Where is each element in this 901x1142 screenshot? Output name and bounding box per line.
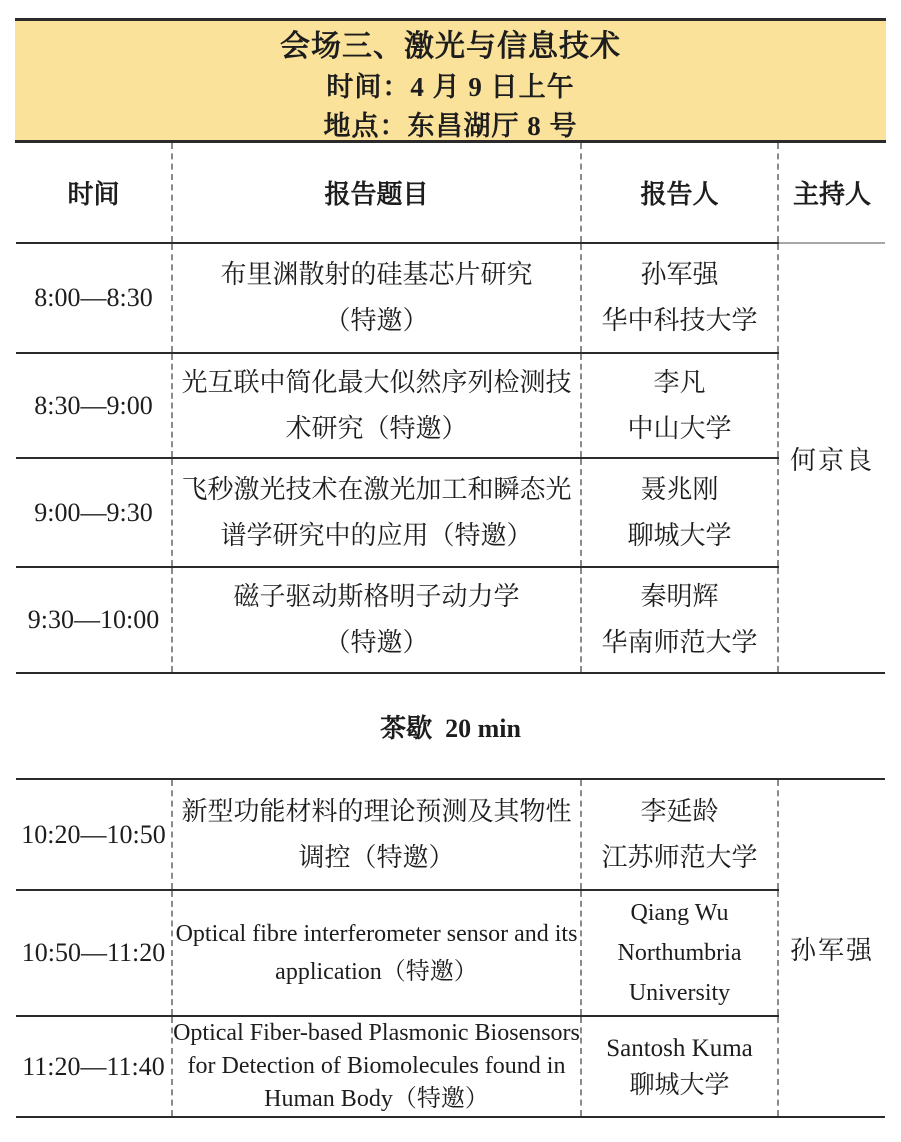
presenter-affiliation: 聊城大学 <box>627 520 732 550</box>
presenter-name: Qiang Wu <box>630 900 729 926</box>
title-line: 磁子驱动斯格明子动力学 <box>233 582 520 611</box>
schedule-table-1 <box>16 143 885 674</box>
title-line: 调控（特邀） <box>298 842 455 872</box>
title-line: （特邀） <box>324 628 429 657</box>
presenter-affiliation: 华中科技大学 <box>601 306 758 335</box>
presenter-cell <box>581 353 778 458</box>
title-cell <box>172 353 581 458</box>
title-line: for Detection of Biomolecules found in <box>187 1053 566 1079</box>
table-row <box>16 567 885 673</box>
title-line: 术研究（特邀） <box>285 413 468 443</box>
title-cell <box>172 243 581 353</box>
presenter-affiliation: Northumbria <box>617 940 742 966</box>
time-cell: 10:20—10:50 <box>16 779 172 890</box>
presenter-name: 李凡 <box>653 367 706 397</box>
tea-break-label: 茶歇 20 min <box>380 713 521 743</box>
col-header-presenter: 报告人 <box>581 143 778 243</box>
title-cell <box>172 1016 581 1117</box>
table-row <box>16 243 885 353</box>
session-location: 地点：东昌湖厅 8 号 <box>323 111 578 141</box>
presenter-affiliation: 中山大学 <box>627 413 732 443</box>
title-line: 新型功能材料的理论预测及其物性 <box>181 796 572 826</box>
time-cell: 9:00—9:30 <box>16 458 172 567</box>
session-banner <box>15 18 886 143</box>
title-cell <box>172 890 581 1016</box>
title-line: 光互联中简化最大似然序列检测技 <box>181 367 572 397</box>
col-header-title: 报告题目 <box>172 143 581 243</box>
title-line: application（特邀） <box>275 959 478 985</box>
time-cell: 10:50—11:20 <box>16 890 172 1016</box>
col-header-host: 主持人 <box>778 143 885 243</box>
presenter-affiliation: 聊城大学 <box>629 1071 730 1099</box>
presenter-cell <box>581 458 778 567</box>
presenter-cell <box>581 1016 778 1117</box>
presenter-affiliation: University <box>628 980 731 1006</box>
presenter-affiliation: 华南师范大学 <box>601 628 758 657</box>
time-cell: 9:30—10:00 <box>27 605 160 634</box>
col-header-time: 时间 <box>16 143 172 243</box>
host-cell: 何京良 <box>778 243 885 673</box>
presenter-cell <box>581 890 778 1016</box>
title-line: 飞秒激光技术在激光加工和瞬态光 <box>181 474 572 504</box>
title-line: Human Body（特邀） <box>264 1086 489 1112</box>
presenter-name: 李延龄 <box>640 796 719 826</box>
presenter-affiliation: 江苏师范大学 <box>601 842 758 872</box>
presenter-cell <box>581 567 778 673</box>
session-title: 会场三、激光与信息技术 <box>280 30 621 63</box>
host-cell: 孙军强 <box>778 779 885 1117</box>
presenter-name: 孙军强 <box>640 260 719 289</box>
table-header-row <box>16 143 885 243</box>
time-cell: 8:00—8:30 <box>16 243 172 353</box>
presenter-name: 秦明辉 <box>640 582 719 611</box>
presenter-cell <box>581 779 778 890</box>
table-row <box>16 779 885 890</box>
schedule-table-2 <box>16 778 885 1118</box>
title-cell <box>172 779 581 890</box>
title-cell <box>172 458 581 567</box>
time-cell: 8:30—9:00 <box>16 353 172 458</box>
title-line: Optical fibre interferometer sensor and its <box>175 921 578 947</box>
time-cell: 11:20—11:40 <box>22 1051 165 1081</box>
presenter-cell <box>581 243 778 353</box>
title-line: Optical Fiber-based Plasmonic Biosensors <box>173 1020 580 1046</box>
title-line: 布里渊散射的硅基芯片研究 <box>220 260 533 289</box>
table-row <box>16 458 885 567</box>
title-line: （特邀） <box>324 306 429 335</box>
presenter-name: Santosh Kuma <box>606 1034 753 1062</box>
session-time: 时间：4 月 9 日上午 <box>326 72 575 102</box>
presenter-name: 聂兆刚 <box>640 474 719 504</box>
table-row <box>16 1016 885 1117</box>
table-row <box>16 353 885 458</box>
title-cell <box>172 567 581 673</box>
title-line: 谱学研究中的应用（特邀） <box>220 520 533 550</box>
table-row <box>16 890 885 1016</box>
